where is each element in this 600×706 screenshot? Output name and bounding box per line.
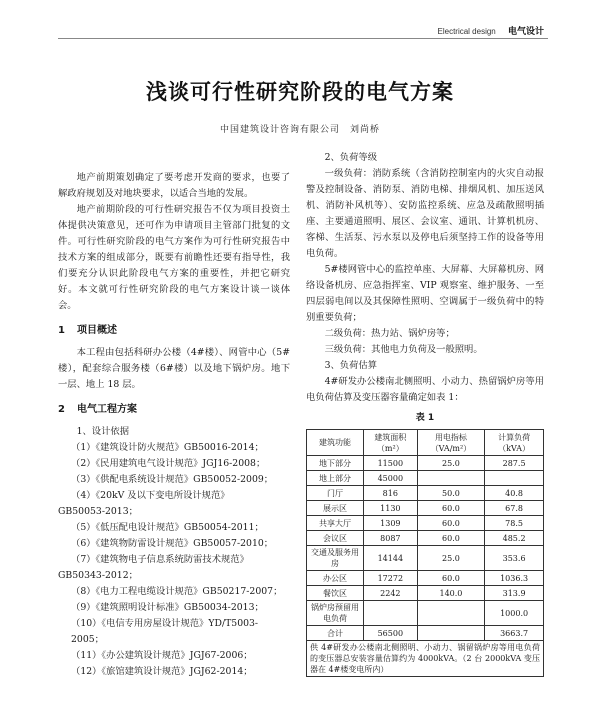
column-header: 计算负荷（kVA） — [485, 430, 544, 456]
table-row — [307, 586, 544, 601]
reference-item-continued: GB50053-2013； — [58, 506, 138, 517]
table-cell: 45000 — [363, 471, 417, 486]
table-cell: 313.9 — [485, 586, 544, 601]
table-cell: 地上部分 — [307, 471, 364, 486]
table-cell: 1309 — [363, 516, 417, 531]
column-header: 用电指标（VA/m²） — [417, 430, 484, 456]
table-cell: 14144 — [363, 546, 417, 571]
table-cell: 8087 — [363, 531, 417, 546]
load-paragraph-1: 一级负荷：消防系统（含消防控制室内的火灾自动报警及控制设备、消防泵、消防电梯、排烟风机、加压送风机、消防补风机等）、安防监控系统、应急及疏散照明插座、主要通道照明、展区、会议室、通讯、计算机机房、客梯、生活泵、污水泵以及停电后须坚持工作的设备等用电负荷。 — [306, 168, 544, 259]
left-column — [58, 170, 290, 680]
table-cell: 50.0 — [417, 486, 484, 501]
table-row — [307, 516, 544, 531]
table-cell: 25.0 — [417, 546, 484, 571]
table-cell: 地下部分 — [307, 456, 364, 471]
header-brand: 电气设计 — [507, 26, 544, 36]
reference-item: （1）《建筑设计防火规范》GB50016-2014； — [71, 442, 264, 453]
reference-item: （8）《电力工程电缆设计规范》GB50217-2007； — [71, 586, 283, 597]
load-paragraph-3: 二级负荷：热力站、锅炉房等； — [324, 328, 455, 339]
table-row — [307, 571, 544, 586]
right-column — [306, 150, 544, 677]
intro-paragraph-1: 地产前期策划确定了要考虑开发商的要求，也要了解政府规划及对地块要求，以适合当地的发展。 — [58, 172, 290, 199]
table-row — [307, 456, 544, 471]
estimate-subheading: 3、负荷估算 — [324, 360, 377, 371]
load-table — [306, 429, 544, 641]
header-rule — [58, 38, 548, 39]
section-number: 2 — [58, 404, 65, 415]
table-cell — [417, 626, 484, 641]
table-cell: 56500 — [363, 626, 417, 641]
table-cell — [485, 471, 544, 486]
table-row — [307, 601, 544, 626]
section-number: 1 — [58, 325, 65, 336]
section-heading-1 — [58, 323, 290, 339]
table-cell: 353.6 — [485, 546, 544, 571]
load-paragraph-2: 5#楼网管中心的监控单座、大屏幕、大屏幕机房、网络设备机房、应急指挥室、VIP 观察室、维护服务、一至四层弱电间以及其保障性照明、空调属于一级负荷中的特别重要负荷； — [306, 264, 544, 323]
table-cell: 11500 — [363, 456, 417, 471]
reference-item: （12）《旅馆建筑设计规范》JGJ62-2014； — [71, 666, 253, 677]
table-cell: 办公区 — [307, 571, 364, 586]
table-cell: 交通及服务用房 — [307, 546, 364, 571]
reference-item: （2）《民用建筑电气设计规范》JGJ16-2008； — [71, 458, 266, 469]
table-cell: 40.8 — [485, 486, 544, 501]
estimate-paragraph: 4#研发办公楼南北侧照明、小动力、热留锅炉房等用电负荷估算及变压器容量确定如表 1： — [306, 376, 544, 403]
running-header — [438, 24, 545, 37]
table-header-row — [307, 430, 544, 456]
table-cell: 67.8 — [485, 501, 544, 516]
table-note: 供 4#研发办公楼南北侧照明、小动力、锅留锅炉房等用电负荷的变压器总安装容量估算约为 4000kVA。（2 台 2000kVA 变压器在 4#楼变电所内） — [306, 641, 544, 677]
table-cell: 60.0 — [417, 531, 484, 546]
table-row — [307, 486, 544, 501]
table-cell: 816 — [363, 486, 417, 501]
reference-item: （11）《办公建筑设计规范》JGJ67-2006； — [71, 650, 253, 661]
table-cell: 78.5 — [485, 516, 544, 531]
table-cell: 140.0 — [417, 586, 484, 601]
table-cell: 门厅 — [307, 486, 364, 501]
table-cell: 1000.0 — [485, 601, 544, 626]
table-total-row — [307, 626, 544, 641]
table-row — [307, 531, 544, 546]
table-cell: 287.5 — [485, 456, 544, 471]
reference-item: （7）《建筑物电子信息系统防雷技术规范》 — [71, 554, 249, 565]
table-cell: 3663.7 — [485, 626, 544, 641]
reference-item: （9）《建筑照明设计标准》GB50034-2013； — [71, 602, 264, 613]
table-cell: 合计 — [307, 626, 364, 641]
basis-subheading: 1、设计依据 — [76, 426, 129, 437]
table-cell — [363, 601, 417, 626]
table-cell: 1130 — [363, 501, 417, 516]
table-cell: 485.2 — [485, 531, 544, 546]
table-cell: 共享大厅 — [307, 516, 364, 531]
table-cell: 60.0 — [417, 501, 484, 516]
reference-item: （4）《20kV 及以下变电所设计规范》 — [71, 490, 230, 501]
table-cell: 餐饮区 — [307, 586, 364, 601]
reference-item: （6）《建筑物防雷设计规范》GB50057-2010； — [71, 538, 274, 549]
table-row — [307, 546, 544, 571]
column-header: 建筑功能 — [307, 430, 364, 456]
table-cell: 2242 — [363, 586, 417, 601]
table-cell: 1036.3 — [485, 571, 544, 586]
table-cell: 会议区 — [307, 531, 364, 546]
column-header: 建筑面积（m²） — [363, 430, 417, 456]
section-title: 电气工程方案 — [76, 404, 137, 415]
table-cell — [417, 471, 484, 486]
byline: 中国建筑设计咨询有限公司 刘尚桥 — [219, 125, 380, 135]
table-row — [307, 471, 544, 486]
table-cell: 锅炉房预留用电负荷 — [307, 601, 364, 626]
reference-item-continued: GB50343-2012； — [58, 570, 138, 581]
table-cell: 展示区 — [307, 501, 364, 516]
header-section: Electrical design — [437, 27, 496, 36]
reference-item: （3）《供配电系统设计规范》GB50052-2009； — [71, 474, 274, 485]
load-level-subheading: 2、负荷等级 — [324, 152, 377, 163]
page-title: 浅谈可行性研究阶段的电气方案 — [146, 80, 454, 104]
table-row — [307, 501, 544, 516]
table-cell — [417, 601, 484, 626]
table-cell: 17272 — [363, 571, 417, 586]
section-title: 项目概述 — [76, 325, 117, 336]
table-caption: 表 1 — [415, 413, 435, 423]
load-paragraph-4: 三级负荷：其他电力负荷及一般照明。 — [324, 344, 483, 355]
intro-paragraph-2: 地产前期阶段的可行性研究报告不仅为项目投资土体提供决策意见，还可作为申请项目主管部门批复的文件。可行性研究阶段的电气方案作为可行性研究报告中技术方案的组成部分，既要有前瞻性还要有指导性，我们要充分认识此阶段电气方案的重要性，并把它研究好。本文就可行性研究阶段的电气方案设计谈一谈体会。 — [58, 204, 290, 311]
reference-item: （5）《低压配电设计规范》GB50054-2011； — [71, 522, 264, 533]
table-cell: 25.0 — [417, 456, 484, 471]
reference-item: （10）《电信专用房屋设计规范》YD/T5003-2005； — [71, 618, 259, 645]
table-cell: 60.0 — [417, 516, 484, 531]
section-heading-2 — [58, 402, 290, 418]
table-cell: 60.0 — [417, 571, 484, 586]
overview-paragraph: 本工程由包括科研办公楼（4#楼）、网管中心（5#楼），配套综合服务楼（6#楼）以及地下锅炉房。地下一层、地上 18 层。 — [58, 347, 290, 390]
